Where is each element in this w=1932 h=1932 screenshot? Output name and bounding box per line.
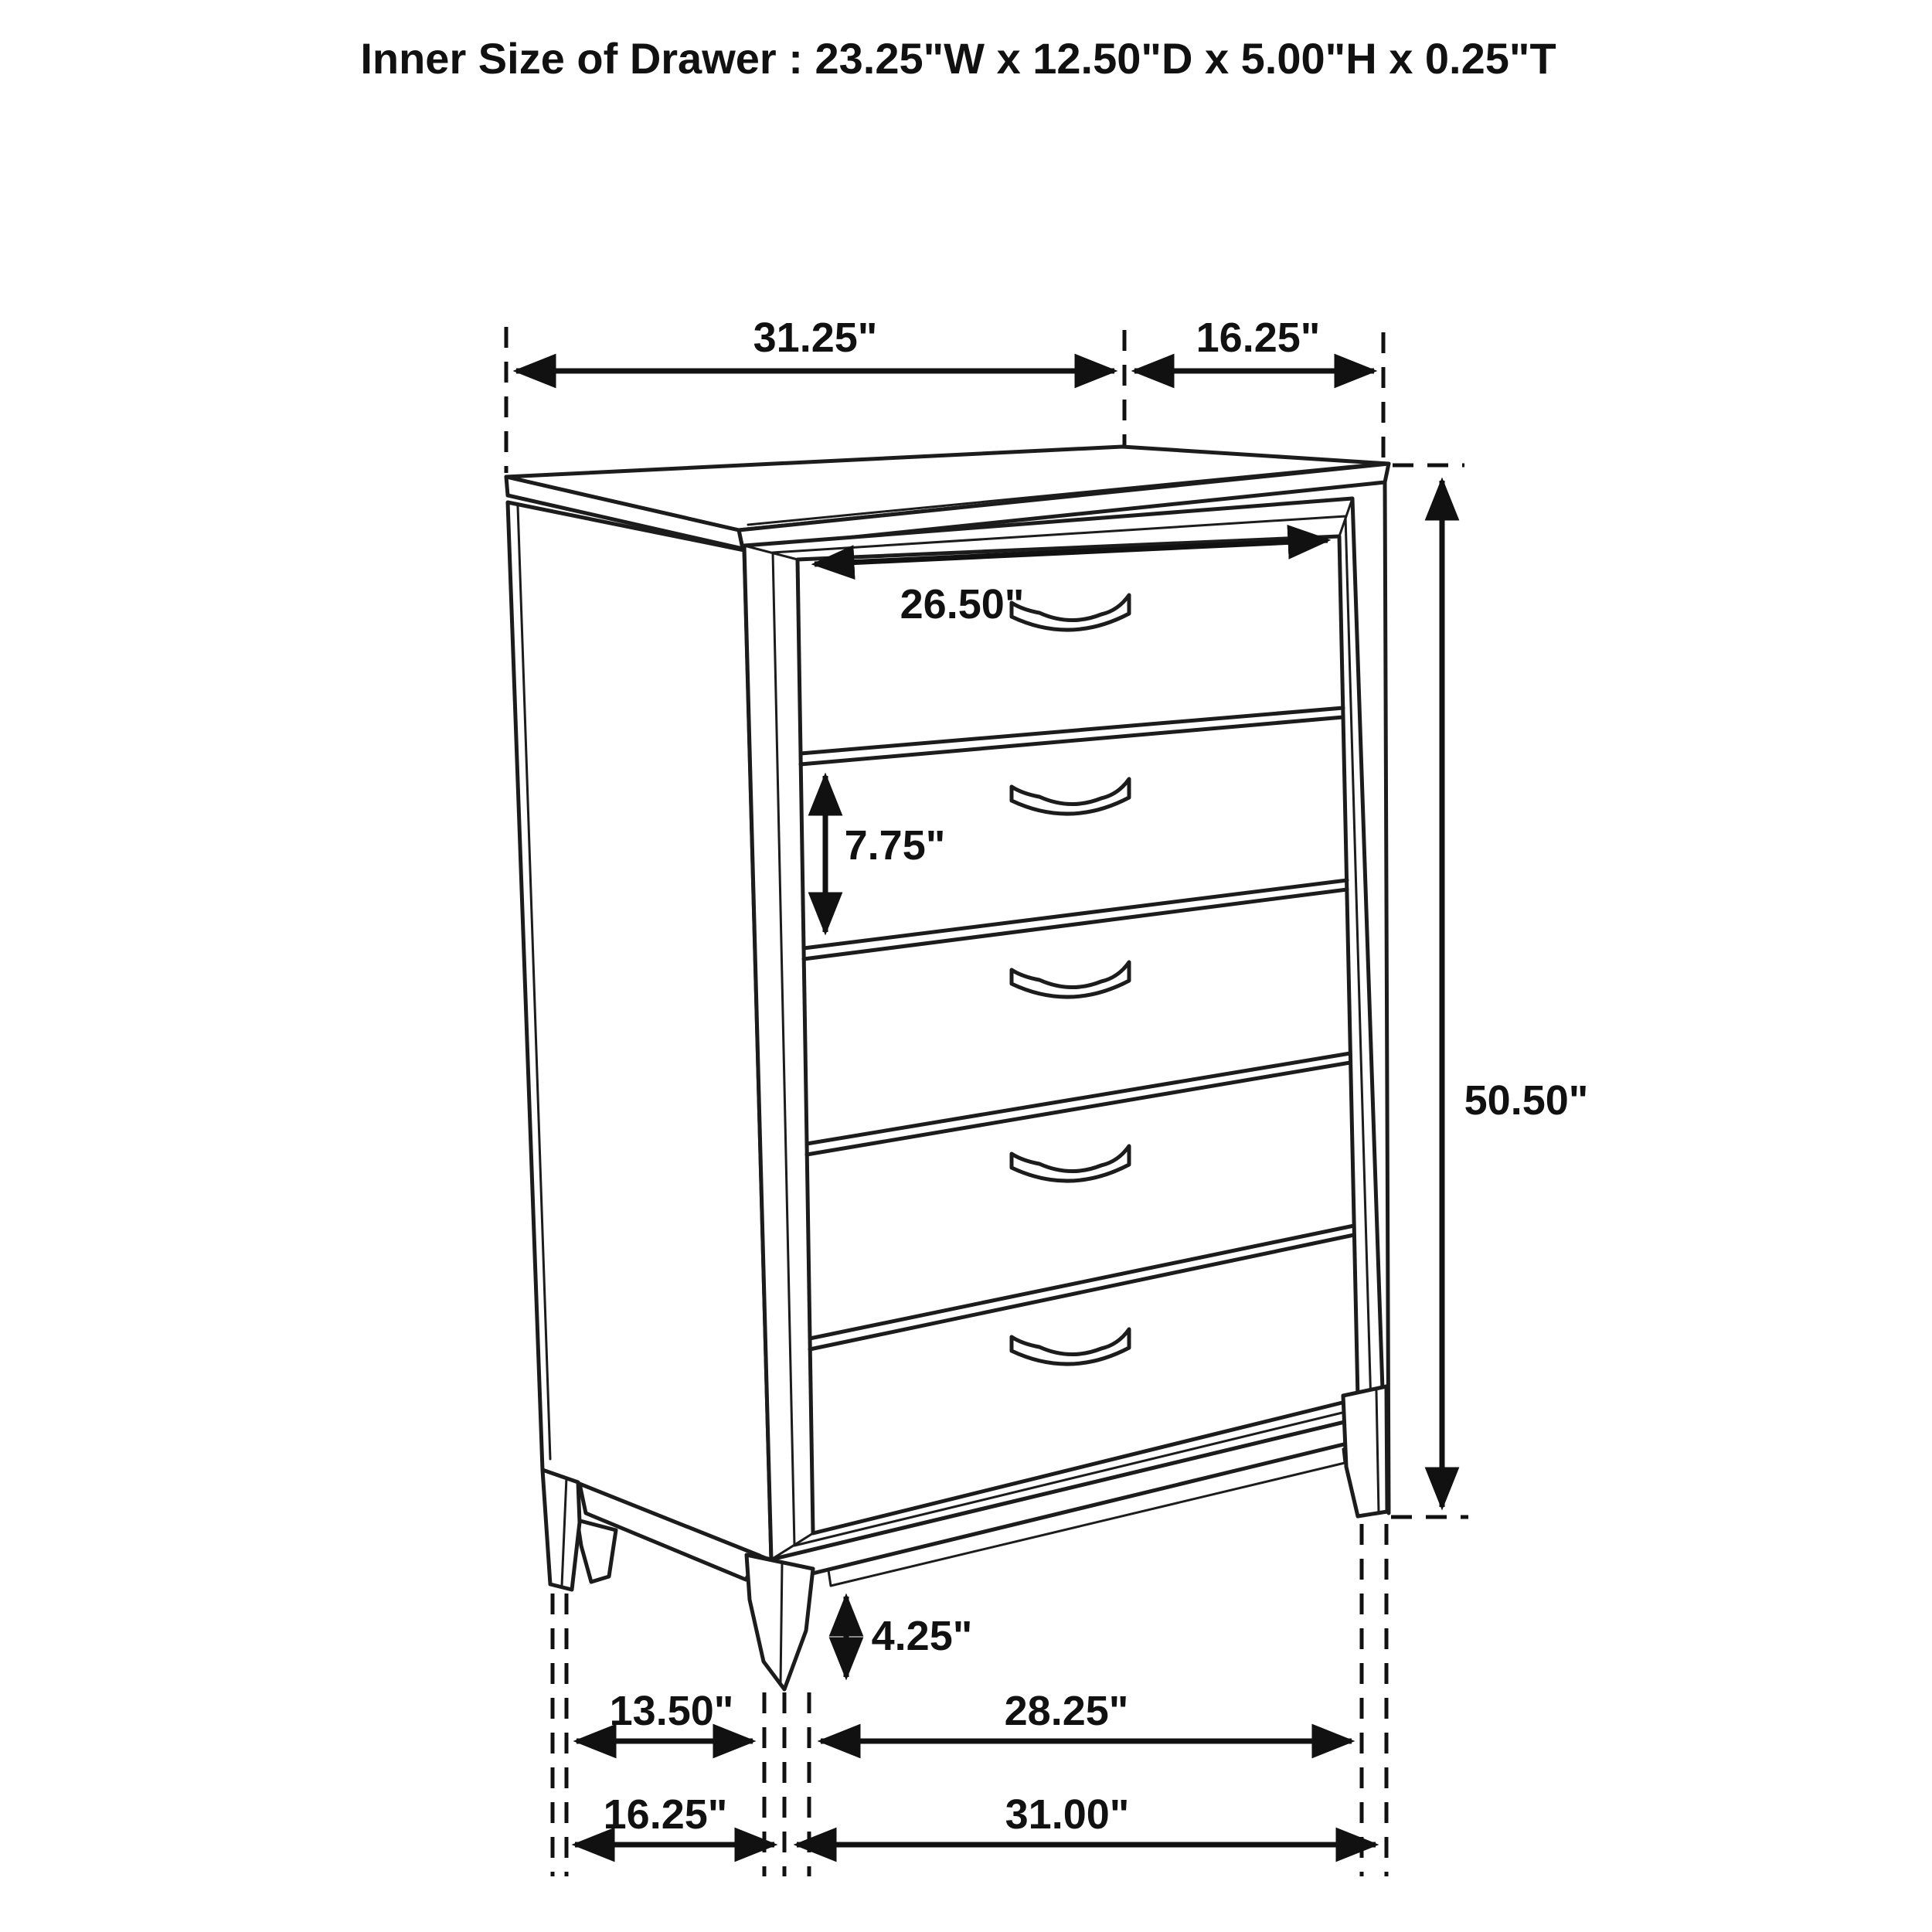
dim-label-base-width: 31.00" bbox=[1005, 1791, 1130, 1838]
side-panel bbox=[508, 502, 771, 1560]
dim-label-top-width: 31.25" bbox=[753, 315, 878, 361]
face-frame-outer bbox=[744, 498, 1383, 1560]
dim-label-drawer-front-height: 7.75" bbox=[844, 822, 946, 869]
chest-drawing bbox=[506, 447, 1389, 1689]
dim-label-leg-span-front-inner: 28.25" bbox=[1004, 1688, 1129, 1734]
dim-label-leg-span-side-inner: 13.50" bbox=[609, 1688, 734, 1734]
front-right-leg bbox=[1343, 1386, 1387, 1516]
dim-label-base-depth: 16.25" bbox=[603, 1791, 728, 1838]
face-frame bbox=[744, 498, 1383, 1560]
dim-label-drawer-opening-width: 26.50" bbox=[900, 581, 1025, 628]
front-left-leg bbox=[543, 1470, 580, 1590]
front-center-leg-corner bbox=[781, 1563, 782, 1685]
page-title: Inner Size of Drawer : 23.25"W x 12.50"D x 5.00"H x 0.25"T bbox=[360, 34, 1556, 83]
dim-label-overall-height: 50.50" bbox=[1464, 1077, 1589, 1124]
dim-label-top-depth: 16.25" bbox=[1196, 315, 1321, 361]
right-side-edge bbox=[1385, 482, 1389, 1513]
dim-label-leg-height: 4.25" bbox=[871, 1613, 973, 1659]
back-left-leg bbox=[577, 1520, 616, 1582]
